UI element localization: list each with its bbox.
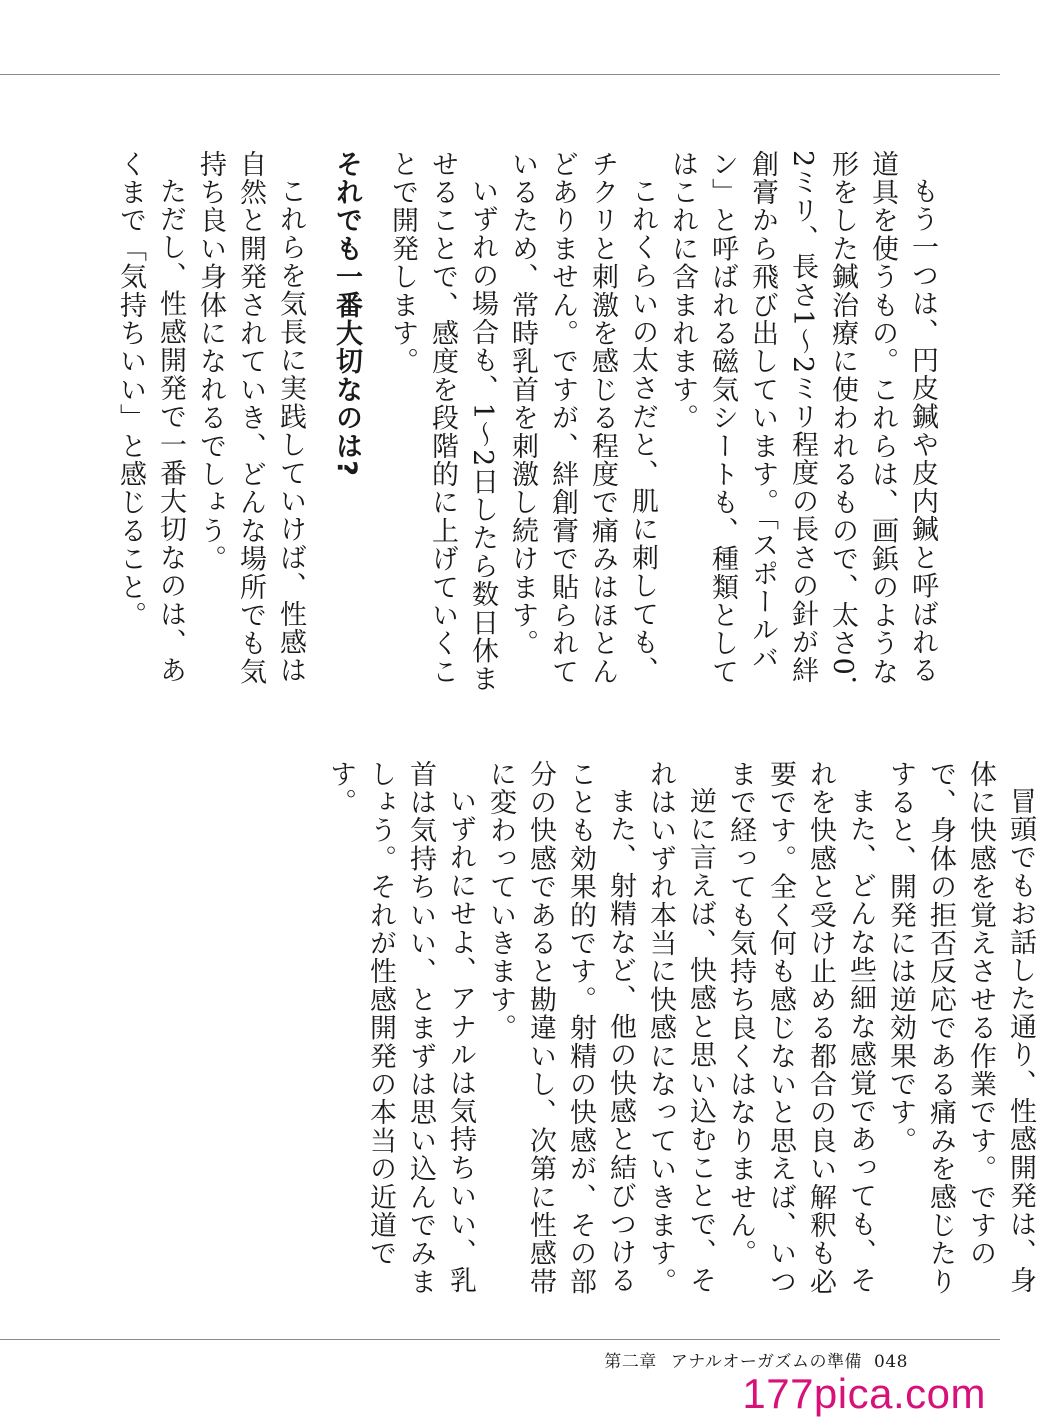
section-heading: それでも一番大切なのは? (331, 150, 362, 478)
watermark: 177pica.com (742, 1370, 986, 1417)
paragraph: 逆に言えば、快感と思い込むことで、それはいずれ本当に快感になっていきます。 (645, 760, 716, 1296)
paragraph: また、どんな些細な感覚であっても、それを快感と受け止める都合の良い解釈も必要です。全く何も感じないと思えば、いつまで経っても気持ち良くはなりません。 (725, 760, 876, 1296)
page-number: 048 (874, 1352, 908, 1372)
paragraph: これくらいの太さだと、肌に刺しても、チクリと刺激を感じる程度で痛みはほとんどありません。ですが、絆創膏で貼られているため、常時乳首を刺激し続けます。 (507, 150, 658, 686)
paragraph: ただし、性感開発で一番大切なのは、あくまで「気持ちいい」と感じること。 (115, 150, 186, 685)
lower-text-block (320, 760, 1040, 1320)
chapter-label: 第二章 (604, 1352, 657, 1372)
paragraph: これらを気長に実践していけば、性感は自然と開発されていき、どんな場所でも気持ち良い身体になれるでしょう。 (195, 150, 306, 686)
top-rule (0, 74, 1000, 75)
paragraph: いずれにせよ、アナルは気持ちいい、乳首は気持ちいい、とまずは思い込んでみましょう。それが性感開発の本当の近道です。 (325, 760, 476, 1296)
upper-text-block (110, 150, 942, 710)
paragraph: 冒頭でもお話した通り、性感開発は、身体に快感を覚えさせる作業です。ですので、身体の拒否反応である痛みを感じたりすると、開発には逆効果です。 (885, 760, 1036, 1296)
paragraph: また、射精など、他の快感と結びつけることも効果的です。射精の快感が、その部分の快感であると勘違いし、次第に性感帯に変わっていきます。 (485, 760, 636, 1296)
running-footer (604, 1347, 908, 1372)
paragraph: もう一つは、円皮鍼や皮内鍼と呼ばれる道具を使うもの。これらは、画鋲のような形をした鍼治療に使われるもので、太さ0．2ミリ、長さ1～2ミリ程度の長さの針が絆創膏から飛び出しています。「スポールバン」と呼ばれる磁気シートも、種類としてはこれに含まれます。 (667, 150, 938, 705)
chapter-title: アナルオーガズムの準備 (670, 1352, 863, 1372)
bottom-rule (0, 1339, 1000, 1340)
paragraph: いずれの場合も、1～2日したら数日休ませることで、感度を段階的に上げていくことで開発します。 (387, 150, 498, 694)
